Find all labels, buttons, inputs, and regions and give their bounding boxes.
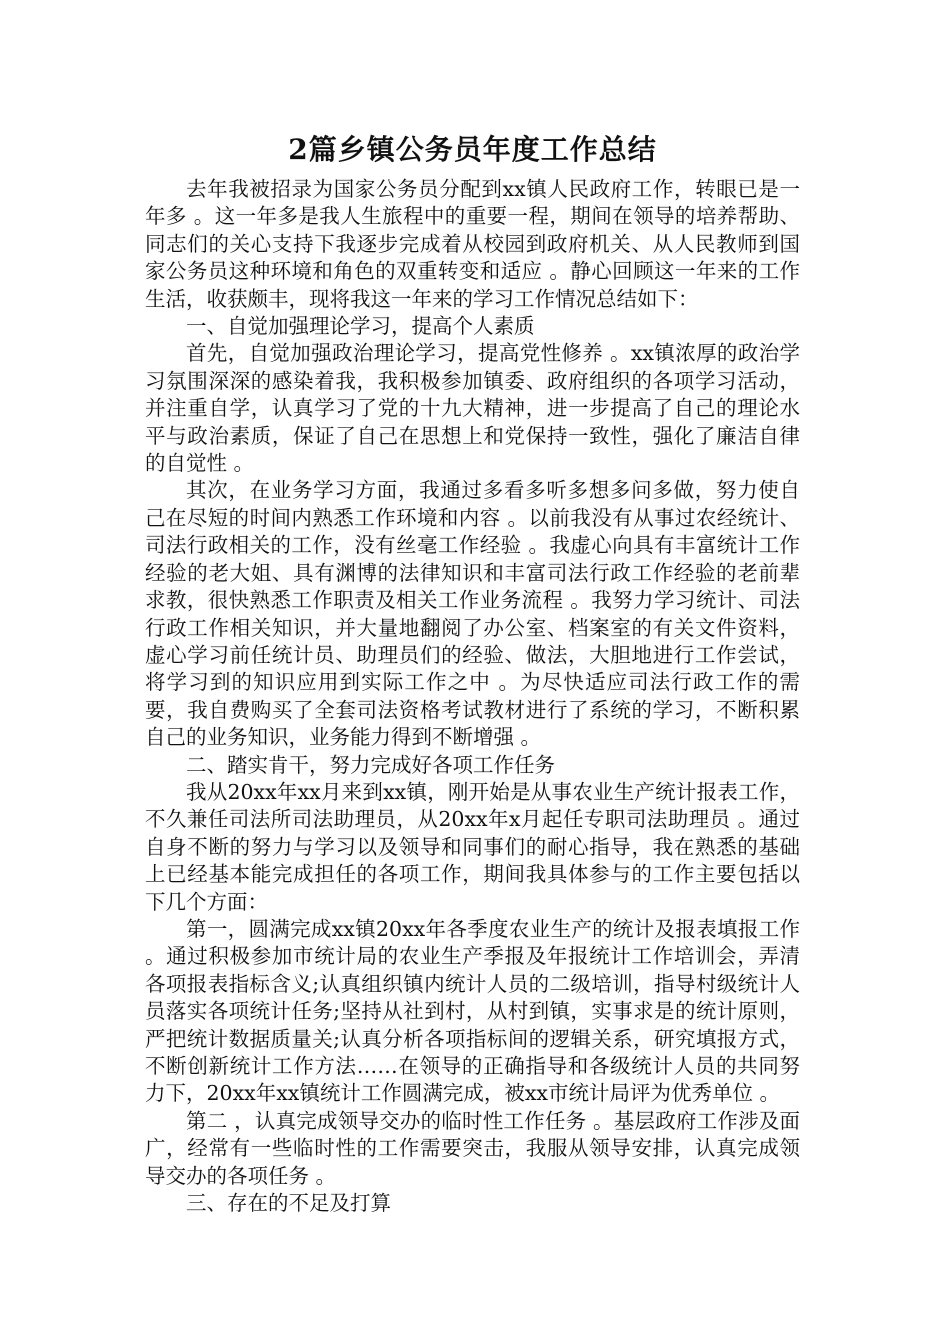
section-heading-3: 三、存在的不足及打算 (186, 1191, 391, 1216)
document-title: 2篇乡镇公务员年度工作总结 (288, 133, 657, 166)
body-paragraph: 首先，自觉加强政治理论学习，提高党性修养 。xx镇浓厚的政治学习氛围深深的感染着我，我积极参加镇委、政府组织的各项学习活动，并注重自学，认真学习了党的十九大精神，进一步提高了自己的理论水平与政治素质，保证了自己在思想上和党保持一致性，强化了廉洁自律的自觉性 。 (145, 341, 800, 476)
body-paragraph: 第一，圆满完成xx镇20xx年各季度农业生产的统计及报表填报工作 。通过积极参加市统计局的农业生产季报及年报统计工作培训会，弄清各项报表指标含义;认真组织镇内统计人员的二级培训，指导村级统计人员落实各项统计任务;坚持从社到村，从村到镇，实事求是的统计原则，严把统计数据质量关;认真分析各项指标间的逻辑关系，研究填报方式，不断创新统计工作方法……在领导的正确指导和各级统计人员的共同努力下，20xx年xx镇统计工作圆满完成，被xx市统计局评为优秀单位 。 (145, 916, 800, 1106)
intro-paragraph: 去年我被招录为国家公务员分配到xx镇人民政府工作，转眼已是一年多 。这一年多是我人生旅程中的重要一程，期间在领导的培养帮助、同志们的关心支持下我逐步完成着从校园到政府机关、从人民教师到国家公务员这种环境和角色的双重转变和适应 。静心回顾这一年来的工作生活，收获颇丰，现将我这一年来的学习工作情况总结如下： (145, 177, 800, 311)
body-paragraph: 其次，在业务学习方面，我通过多看多听多想多问多做，努力使自己在尽短的时间内熟悉工作环境和内容 。以前我没有从事过农经统计、司法行政相关的工作，没有丝毫工作经验 。我虚心向具有丰富统计工作经验的老大姐、具有渊博的法律知识和丰富司法行政工作经验的老前辈求教，很快熟悉工作职责及相关工作业务流程 。我努力学习统计、司法行政工作相关知识，并大量地翻阅了办公室、档案室的有关文件资料，虚心学习前任统计员、助理员们的经验、做法，大胆地进行工作尝试，将学习到的知识应用到实际工作之中 。为尽快适应司法行政工作的需要，我自费购买了全套司法资格考试教材进行了系统的学习，不断积累自己的业务知识，业务能力得到不断增强 。 (145, 478, 800, 750)
section-heading-1: 一、自觉加强理论学习，提高个人素质 (186, 314, 535, 339)
body-paragraph: 我从20xx年xx月来到xx镇，刚开始是从事农业生产统计报表工作，不久兼任司法所司法助理员，从20xx年x月起任专职司法助理员 。通过自身不断的努力与学习以及领导和同事们的耐心指导，我在熟悉的基础上已经基本能完成担任的各项工作，期间我具体参与的工作主要包括以下几个方面： (145, 779, 800, 914)
section-heading-2: 二、踏实肯干，努力完成好各项工作任务 (186, 752, 555, 777)
body-paragraph: 第二 ，认真完成领导交办的临时性工作任务 。基层政府工作涉及面广，经常有一些临时性的工作需要突击，我服从领导安排，认真完成领导交办的各项任务 。 (145, 1108, 800, 1188)
document-page (145, 128, 800, 1217)
